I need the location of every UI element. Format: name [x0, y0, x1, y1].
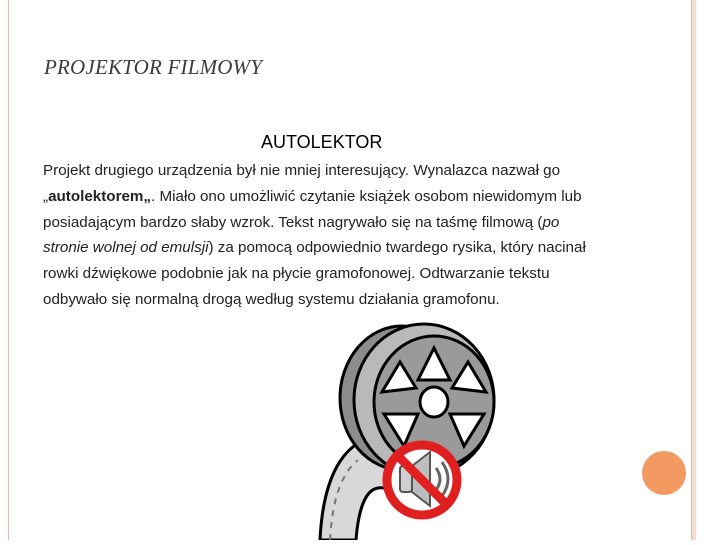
- paragraph-bold-term: autolektorem„: [48, 187, 152, 205]
- body-paragraph: [43, 158, 603, 313]
- paragraph-part-1: Projekt drugiego urządzenia był nie mniej interesujący. Wynalazca nazwał go „: [43, 162, 561, 205]
- prohibition-sign-icon: [387, 445, 457, 515]
- slide-subtitle: AUTOLEKTOR: [261, 132, 383, 152]
- paragraph-part-3: . Miało ono umożliwić czytanie książek osobom niewidomym lub posiadającym bardzo słaby wzrok. Tekst nagrywało się na taśmę filmową (: [43, 187, 582, 231]
- paragraph-italic-note: po stronie wolnej od emulsji: [43, 213, 560, 257]
- decorative-strip: [692, 0, 696, 540]
- film-reel-illustration: [312, 318, 522, 540]
- decorative-orange-dot: [642, 451, 686, 495]
- slide-title: PROJEKTOR FILMOWY: [44, 55, 263, 79]
- paragraph-part-5: ) za pomocą odpowiednio twardego rysika, który nacinał rowki dźwiękowe podobnie jak na płycie gramofonowej. Odtwarzanie tekstu odbywało się normalną drogą według systemu działania gramofonu.: [43, 239, 586, 308]
